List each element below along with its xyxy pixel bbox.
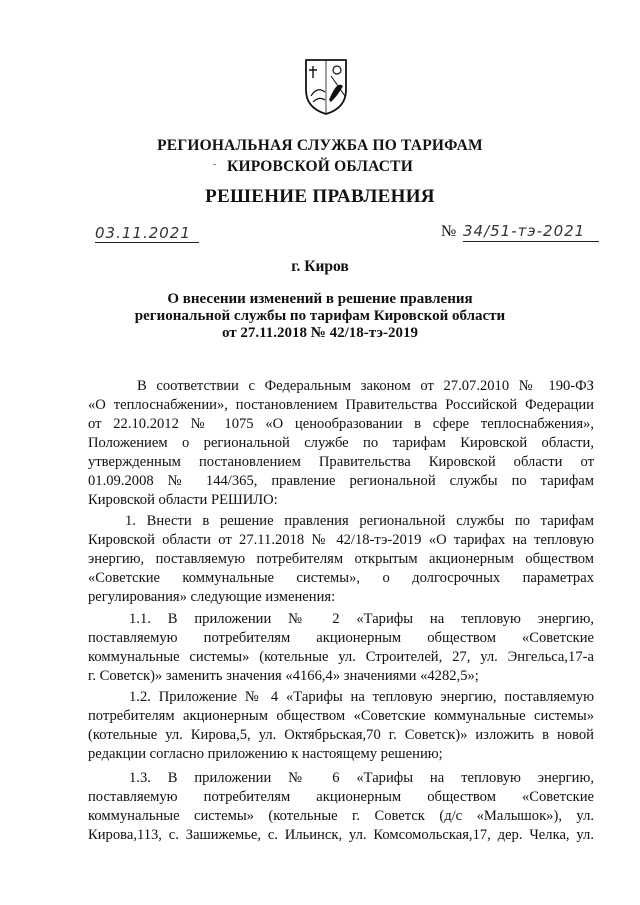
body-line: Кировской области РЕШИЛО: bbox=[88, 492, 278, 508]
body-line: «Советские коммунальные системы», о долгосрочных параметрах bbox=[88, 570, 594, 586]
body-line: 1.1. В приложении № 2 «Тарифы на тепловую энергию, bbox=[129, 611, 594, 627]
body-line: 1.3. В приложении № 6 «Тарифы на тепловую энергию, bbox=[129, 770, 594, 786]
body-line: 1. Внести в решение правления региональной службы по тарифам bbox=[125, 513, 594, 529]
body-line: энергию, поставляемую потребителям открытым акционерным обществом bbox=[88, 551, 594, 567]
body-line: поставляемую потребителям акционерным обществом «Советские bbox=[88, 789, 594, 805]
body-line: поставляемую потребителям акционерным обществом «Советские bbox=[88, 630, 594, 646]
body-line: Кировской области от 27.11.2018 № 42/18-тэ-2019 «О тарифах на тепловую bbox=[88, 532, 594, 548]
body-line: коммунальные системы» (котельные г. Советск (д/с «Малышок»), ул. bbox=[88, 808, 594, 824]
body-line: г. Советск)» заменить значения «4166,4» значениями «4282,5»; bbox=[88, 668, 479, 684]
subject-line1: О внесении изменений в решение правления bbox=[167, 291, 473, 307]
body-line: Положением о региональной службе по тарифам Кировской области, bbox=[88, 435, 594, 451]
body-line: утвержденным постановлением Правительства Кировской области от bbox=[88, 454, 594, 470]
scan-speck bbox=[213, 164, 216, 165]
body-line: 1.2. Приложение № 4 «Тарифы на тепловую энергию, поставляемую bbox=[129, 689, 594, 705]
number-value: 34/51-тэ-2021 bbox=[463, 222, 599, 242]
org-name-line1: РЕГИОНАЛЬНАЯ СЛУЖБА ПО ТАРИФАМ bbox=[157, 137, 483, 154]
document-title: РЕШЕНИЕ ПРАВЛЕНИЯ bbox=[205, 186, 435, 207]
body-line: регулирования» следующие изменения: bbox=[88, 589, 336, 605]
body-line: 01.09.2008 № 144/365, правление региональной службы по тарифам bbox=[88, 473, 594, 489]
subject-line2: региональной службы по тарифам Кировской области bbox=[134, 308, 506, 324]
body-line: коммунальные системы» (котельные ул. Строителей, 27, ул. Энгельса,17-а bbox=[88, 649, 594, 665]
decision-date: 03.11.2021 bbox=[95, 224, 199, 243]
body-line: Кирова,113, с. Зашижемье, с. Ильинск, ул. Комсомольская,17, дер. Челка, ул. bbox=[88, 827, 594, 843]
subject-line3: от 27.11.2018 № 42/18-тэ-2019 bbox=[221, 325, 419, 341]
body-line: потребителям акционерным обществом «Советские коммунальные системы» bbox=[88, 708, 594, 724]
body-line: «О теплоснабжении», постановлением Правительства Российской Федерации bbox=[88, 397, 594, 413]
body-line: от 22.10.2012 № 1075 «О ценообразовании в сфере теплоснабжения», bbox=[88, 416, 594, 432]
body-line: редакции согласно приложению к настоящему решению; bbox=[88, 746, 443, 762]
city: г. Киров bbox=[291, 258, 349, 275]
coat-of-arms-icon bbox=[301, 56, 351, 116]
org-name-line2: КИРОВСКОЙ ОБЛАСТИ bbox=[227, 158, 413, 175]
decision-number bbox=[441, 222, 599, 244]
body-line: (котельные ул. Кирова,5, ул. Октябрьская,70 г. Советск)» изложить в новой bbox=[88, 727, 594, 743]
body-line: В соответствии с Федеральным законом от 27.07.2010 № 190-ФЗ bbox=[137, 378, 594, 394]
number-sign: № bbox=[441, 223, 457, 240]
